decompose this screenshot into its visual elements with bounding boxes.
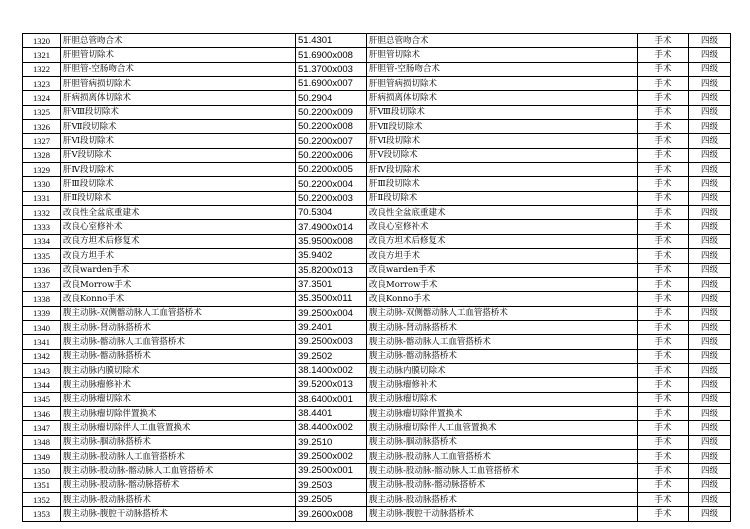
procedure-type-cell: 手术 (638, 220, 689, 234)
table-row (23, 277, 731, 291)
procedure-name-cell: 腹主动脉-髂动脉搭桥术 (61, 349, 296, 363)
procedure-name-alt-cell: 改良心室修补术 (367, 220, 638, 234)
row-number-cell: 1336 (23, 263, 61, 277)
row-number-cell: 1345 (23, 392, 61, 406)
procedure-type-cell: 手术 (638, 292, 689, 306)
procedure-name-cell: 腹主动脉内膜切除术 (61, 363, 296, 377)
procedure-name-cell: 肝胆管切除术 (61, 48, 296, 62)
procedure-level-cell: 四级 (689, 406, 731, 420)
procedure-type-cell: 手术 (638, 148, 689, 162)
procedure-type-cell: 手术 (638, 320, 689, 334)
procedure-level-cell: 四级 (689, 62, 731, 76)
procedure-type-cell: 手术 (638, 105, 689, 119)
procedure-code-cell: 51.6900x007 (296, 77, 367, 91)
row-number-cell: 1335 (23, 249, 61, 263)
procedure-name-cell: 改良Morrow手术 (61, 277, 296, 291)
procedure-level-cell: 四级 (689, 449, 731, 463)
procedure-level-cell: 四级 (689, 292, 731, 306)
procedure-name-alt-cell: 肝Ⅳ段切除术 (367, 163, 638, 177)
procedure-type-cell: 手术 (638, 349, 689, 363)
procedure-level-cell: 四级 (689, 177, 731, 191)
procedure-name-cell: 肝病损离体切除术 (61, 91, 296, 105)
procedure-level-cell: 四级 (689, 220, 731, 234)
row-number-cell: 1327 (23, 134, 61, 148)
row-number-cell: 1332 (23, 206, 61, 220)
table-row (23, 148, 731, 162)
row-number-cell: 1331 (23, 191, 61, 205)
procedure-name-cell: 腹主动脉瘤切除术 (61, 392, 296, 406)
procedure-level-cell: 四级 (689, 134, 731, 148)
procedure-level-cell: 四级 (689, 34, 731, 48)
procedure-name-cell: 腹主动脉-腹腔干动脉搭桥术 (61, 507, 296, 521)
row-number-cell: 1330 (23, 177, 61, 191)
procedure-type-cell: 手术 (638, 206, 689, 220)
procedure-name-alt-cell: 改良性全盆底重建术 (367, 206, 638, 220)
procedure-name-cell: 腹主动脉瘤切除伴置换术 (61, 406, 296, 420)
procedure-type-cell: 手术 (638, 421, 689, 435)
procedure-name-cell: 肝Ⅵ段切除术 (61, 134, 296, 148)
procedure-name-alt-cell: 肝Ⅷ段切除术 (367, 105, 638, 119)
procedure-level-cell: 四级 (689, 77, 731, 91)
procedure-code-cell: 38.4400x002 (296, 421, 367, 435)
row-number-cell: 1326 (23, 120, 61, 134)
procedure-name-alt-cell: 肝Ⅴ段切除术 (367, 148, 638, 162)
procedure-code-cell: 39.5200x013 (296, 378, 367, 392)
procedure-code-cell: 50.2200x007 (296, 134, 367, 148)
procedure-name-alt-cell: 改良Morrow手术 (367, 277, 638, 291)
procedure-name-cell: 腹主动脉瘤切除伴人工血管置换术 (61, 421, 296, 435)
procedure-type-cell: 手术 (638, 406, 689, 420)
procedure-name-cell: 改良方坦手术 (61, 249, 296, 263)
row-number-cell: 1342 (23, 349, 61, 363)
procedure-type-cell: 手术 (638, 449, 689, 463)
procedure-type-cell: 手术 (638, 306, 689, 320)
table-row (23, 120, 731, 134)
procedure-code-cell: 39.2401 (296, 320, 367, 334)
procedure-level-cell: 四级 (689, 277, 731, 291)
procedure-name-alt-cell: 肝病损离体切除术 (367, 91, 638, 105)
procedure-name-cell: 腹主动脉-股动脉人工血管搭桥术 (61, 449, 296, 463)
procedure-name-alt-cell: 腹主动脉内膜切除术 (367, 363, 638, 377)
procedure-level-cell: 四级 (689, 120, 731, 134)
procedure-level-cell: 四级 (689, 507, 731, 521)
procedure-type-cell: 手术 (638, 77, 689, 91)
procedure-name-alt-cell: 改良方坦手术 (367, 249, 638, 263)
procedure-name-cell: 改良性全盆底重建术 (61, 206, 296, 220)
procedure-type-cell: 手术 (638, 234, 689, 248)
row-number-cell: 1328 (23, 148, 61, 162)
procedure-code-cell: 39.2500x001 (296, 464, 367, 478)
procedure-name-cell: 肝Ⅴ段切除术 (61, 148, 296, 162)
procedure-code-cell: 39.2505 (296, 493, 367, 507)
procedure-level-cell: 四级 (689, 91, 731, 105)
row-number-cell: 1346 (23, 406, 61, 420)
procedure-type-cell: 手术 (638, 62, 689, 76)
procedure-type-cell: 手术 (638, 363, 689, 377)
procedure-name-cell: 改良心室修补术 (61, 220, 296, 234)
procedure-code-cell: 50.2904 (296, 91, 367, 105)
procedure-code-cell: 37.3501 (296, 277, 367, 291)
table-row (23, 478, 731, 492)
procedure-name-alt-cell: 肝胆管病损切除术 (367, 77, 638, 91)
procedure-code-cell: 39.2500x003 (296, 335, 367, 349)
procedure-name-alt-cell: 腹主动脉-股动脉-髂动脉搭桥术 (367, 478, 638, 492)
procedure-name-alt-cell: 肝胆管-空肠吻合术 (367, 62, 638, 76)
table-row (23, 349, 731, 363)
procedure-code-cell: 70.5304 (296, 206, 367, 220)
procedure-level-cell: 四级 (689, 335, 731, 349)
procedure-type-cell: 手术 (638, 493, 689, 507)
procedure-level-cell: 四级 (689, 163, 731, 177)
procedure-type-cell: 手术 (638, 163, 689, 177)
row-number-cell: 1343 (23, 363, 61, 377)
row-number-cell: 1323 (23, 77, 61, 91)
procedure-type-cell: 手术 (638, 378, 689, 392)
procedure-name-alt-cell: 腹主动脉-腹腔干动脉搭桥术 (367, 507, 638, 521)
table-row (23, 320, 731, 334)
procedure-level-cell: 四级 (689, 478, 731, 492)
procedure-level-cell: 四级 (689, 105, 731, 119)
procedure-level-cell: 四级 (689, 421, 731, 435)
procedure-level-cell: 四级 (689, 464, 731, 478)
procedure-code-cell: 35.8200x013 (296, 263, 367, 277)
procedure-code-cell: 50.2200x005 (296, 163, 367, 177)
procedure-name-alt-cell: 改良warden手术 (367, 263, 638, 277)
procedure-type-cell: 手术 (638, 48, 689, 62)
procedure-level-cell: 四级 (689, 435, 731, 449)
row-number-cell: 1338 (23, 292, 61, 306)
procedure-level-cell: 四级 (689, 392, 731, 406)
table-row (23, 435, 731, 449)
procedure-level-cell: 四级 (689, 206, 731, 220)
procedure-level-cell: 四级 (689, 378, 731, 392)
procedure-name-alt-cell: 肝胆总管吻合术 (367, 34, 638, 48)
procedure-name-alt-cell: 改良Konno手术 (367, 292, 638, 306)
table-row (23, 392, 731, 406)
procedure-code-cell: 39.2510 (296, 435, 367, 449)
procedure-name-cell: 腹主动脉瘤修补术 (61, 378, 296, 392)
procedure-name-cell: 改良warden手术 (61, 263, 296, 277)
procedure-name-alt-cell: 腹主动脉-髂动脉人工血管搭桥术 (367, 335, 638, 349)
row-number-cell: 1348 (23, 435, 61, 449)
row-number-cell: 1341 (23, 335, 61, 349)
row-number-cell: 1340 (23, 320, 61, 334)
table-row (23, 493, 731, 507)
table-body (23, 34, 731, 522)
procedure-type-cell: 手术 (638, 277, 689, 291)
procedure-level-cell: 四级 (689, 493, 731, 507)
procedure-code-cell: 50.2200x003 (296, 191, 367, 205)
table-row (23, 306, 731, 320)
table-row (23, 34, 731, 48)
procedure-name-alt-cell: 腹主动脉-腘动脉搭桥术 (367, 435, 638, 449)
row-number-cell: 1351 (23, 478, 61, 492)
procedure-level-cell: 四级 (689, 191, 731, 205)
table-row (23, 77, 731, 91)
procedure-level-cell: 四级 (689, 148, 731, 162)
procedure-code-cell: 39.2503 (296, 478, 367, 492)
procedure-type-cell: 手术 (638, 335, 689, 349)
table-row (23, 163, 731, 177)
procedure-name-cell: 腹主动脉-股动脉搭桥术 (61, 493, 296, 507)
procedure-code-cell: 38.6400x001 (296, 392, 367, 406)
procedure-name-cell: 肝Ⅱ段切除术 (61, 191, 296, 205)
table-row (23, 335, 731, 349)
procedure-name-alt-cell: 腹主动脉-股动脉人工血管搭桥术 (367, 449, 638, 463)
procedure-code-cell: 35.9500x008 (296, 234, 367, 248)
procedure-name-cell: 改良方坦术后修复术 (61, 234, 296, 248)
procedure-type-cell: 手术 (638, 507, 689, 521)
procedure-code-cell: 51.3700x003 (296, 62, 367, 76)
procedure-code-cell: 38.4401 (296, 406, 367, 420)
row-number-cell: 1321 (23, 48, 61, 62)
procedure-code-cell: 50.2200x009 (296, 105, 367, 119)
procedure-code-cell: 37.4900x014 (296, 220, 367, 234)
table-row (23, 134, 731, 148)
table-row (23, 206, 731, 220)
procedure-code-cell: 35.3500x011 (296, 292, 367, 306)
procedure-level-cell: 四级 (689, 306, 731, 320)
procedure-name-cell: 肝Ⅳ段切除术 (61, 163, 296, 177)
procedure-name-cell: 肝胆管-空肠吻合术 (61, 62, 296, 76)
procedure-name-alt-cell: 腹主动脉-双侧髂动脉人工血管搭桥术 (367, 306, 638, 320)
procedure-code-cell: 51.6900x008 (296, 48, 367, 62)
procedure-level-cell: 四级 (689, 363, 731, 377)
row-number-cell: 1339 (23, 306, 61, 320)
procedure-code-cell: 50.2200x006 (296, 148, 367, 162)
procedure-name-alt-cell: 腹主动脉瘤切除术 (367, 392, 638, 406)
row-number-cell: 1325 (23, 105, 61, 119)
procedure-name-alt-cell: 腹主动脉-肾动脉搭桥术 (367, 320, 638, 334)
procedure-code-cell: 50.2200x004 (296, 177, 367, 191)
procedure-name-alt-cell: 腹主动脉-股动脉搭桥术 (367, 493, 638, 507)
row-number-cell: 1322 (23, 62, 61, 76)
table-row (23, 292, 731, 306)
procedure-level-cell: 四级 (689, 320, 731, 334)
row-number-cell: 1337 (23, 277, 61, 291)
procedure-name-cell: 腹主动脉-髂动脉人工血管搭桥术 (61, 335, 296, 349)
row-number-cell: 1334 (23, 234, 61, 248)
table-row (23, 449, 731, 463)
table-row (23, 220, 731, 234)
table-row (23, 62, 731, 76)
row-number-cell: 1333 (23, 220, 61, 234)
procedure-type-cell: 手术 (638, 134, 689, 148)
row-number-cell: 1353 (23, 507, 61, 521)
row-number-cell: 1329 (23, 163, 61, 177)
procedure-type-cell: 手术 (638, 435, 689, 449)
row-number-cell: 1344 (23, 378, 61, 392)
procedure-code-cell: 39.2600x008 (296, 507, 367, 521)
procedure-name-cell: 腹主动脉-双侧髂动脉人工血管搭桥术 (61, 306, 296, 320)
table-row (23, 263, 731, 277)
procedure-level-cell: 四级 (689, 249, 731, 263)
table-row (23, 507, 731, 521)
procedure-name-cell: 腹主动脉-股动脉-髂动脉人工血管搭桥术 (61, 464, 296, 478)
table-row (23, 378, 731, 392)
row-number-cell: 1347 (23, 421, 61, 435)
procedure-name-alt-cell: 肝Ⅵ段切除术 (367, 134, 638, 148)
row-number-cell: 1352 (23, 493, 61, 507)
procedure-name-alt-cell: 肝胆管切除术 (367, 48, 638, 62)
procedure-name-alt-cell: 改良方坦术后修复术 (367, 234, 638, 248)
procedure-name-cell: 改良Konno手术 (61, 292, 296, 306)
procedure-code-cell: 39.2502 (296, 349, 367, 363)
row-number-cell: 1324 (23, 91, 61, 105)
procedure-name-alt-cell: 腹主动脉瘤修补术 (367, 378, 638, 392)
procedure-name-alt-cell: 腹主动脉-股动脉-髂动脉人工血管搭桥术 (367, 464, 638, 478)
table-row (23, 421, 731, 435)
procedure-code-cell: 50.2200x008 (296, 120, 367, 134)
table-row (23, 48, 731, 62)
procedure-code-cell: 38.1400x002 (296, 363, 367, 377)
procedure-name-alt-cell: 肝Ⅱ段切除术 (367, 191, 638, 205)
row-number-cell: 1350 (23, 464, 61, 478)
table-row (23, 105, 731, 119)
procedure-name-cell: 肝胆总管吻合术 (61, 34, 296, 48)
row-number-cell: 1349 (23, 449, 61, 463)
table-row (23, 234, 731, 248)
procedure-code-cell: 39.2500x002 (296, 449, 367, 463)
procedure-name-alt-cell: 肝Ⅶ段切除术 (367, 120, 638, 134)
procedure-type-cell: 手术 (638, 464, 689, 478)
procedure-type-cell: 手术 (638, 120, 689, 134)
procedure-level-cell: 四级 (689, 349, 731, 363)
procedure-type-cell: 手术 (638, 392, 689, 406)
procedure-table (22, 33, 731, 522)
procedure-name-cell: 肝Ⅲ段切除术 (61, 177, 296, 191)
table-row (23, 91, 731, 105)
procedure-name-cell: 肝Ⅶ段切除术 (61, 120, 296, 134)
procedure-type-cell: 手术 (638, 249, 689, 263)
table-row (23, 363, 731, 377)
table-row (23, 177, 731, 191)
procedure-name-alt-cell: 腹主动脉瘤切除伴置换术 (367, 406, 638, 420)
procedure-name-cell: 腹主动脉-腘动脉搭桥术 (61, 435, 296, 449)
row-number-cell: 1320 (23, 34, 61, 48)
procedure-name-cell: 腹主动脉-肾动脉搭桥术 (61, 320, 296, 334)
procedure-type-cell: 手术 (638, 478, 689, 492)
procedure-type-cell: 手术 (638, 177, 689, 191)
procedure-level-cell: 四级 (689, 234, 731, 248)
table-row (23, 406, 731, 420)
procedure-type-cell: 手术 (638, 34, 689, 48)
procedure-type-cell: 手术 (638, 91, 689, 105)
procedure-name-cell: 腹主动脉-股动脉-髂动脉搭桥术 (61, 478, 296, 492)
procedure-code-cell: 35.9402 (296, 249, 367, 263)
procedure-level-cell: 四级 (689, 48, 731, 62)
procedure-name-alt-cell: 肝Ⅲ段切除术 (367, 177, 638, 191)
procedure-code-cell: 39.2500x004 (296, 306, 367, 320)
procedure-name-cell: 肝胆管病损切除术 (61, 77, 296, 91)
procedure-name-cell: 肝Ⅷ段切除术 (61, 105, 296, 119)
procedure-code-cell: 51.4301 (296, 34, 367, 48)
procedure-name-alt-cell: 腹主动脉瘤切除伴人工血管置换术 (367, 421, 638, 435)
table-row (23, 191, 731, 205)
table-row (23, 249, 731, 263)
procedure-name-alt-cell: 腹主动脉-髂动脉搭桥术 (367, 349, 638, 363)
table-row (23, 464, 731, 478)
procedure-type-cell: 手术 (638, 263, 689, 277)
procedure-type-cell: 手术 (638, 191, 689, 205)
procedure-level-cell: 四级 (689, 263, 731, 277)
